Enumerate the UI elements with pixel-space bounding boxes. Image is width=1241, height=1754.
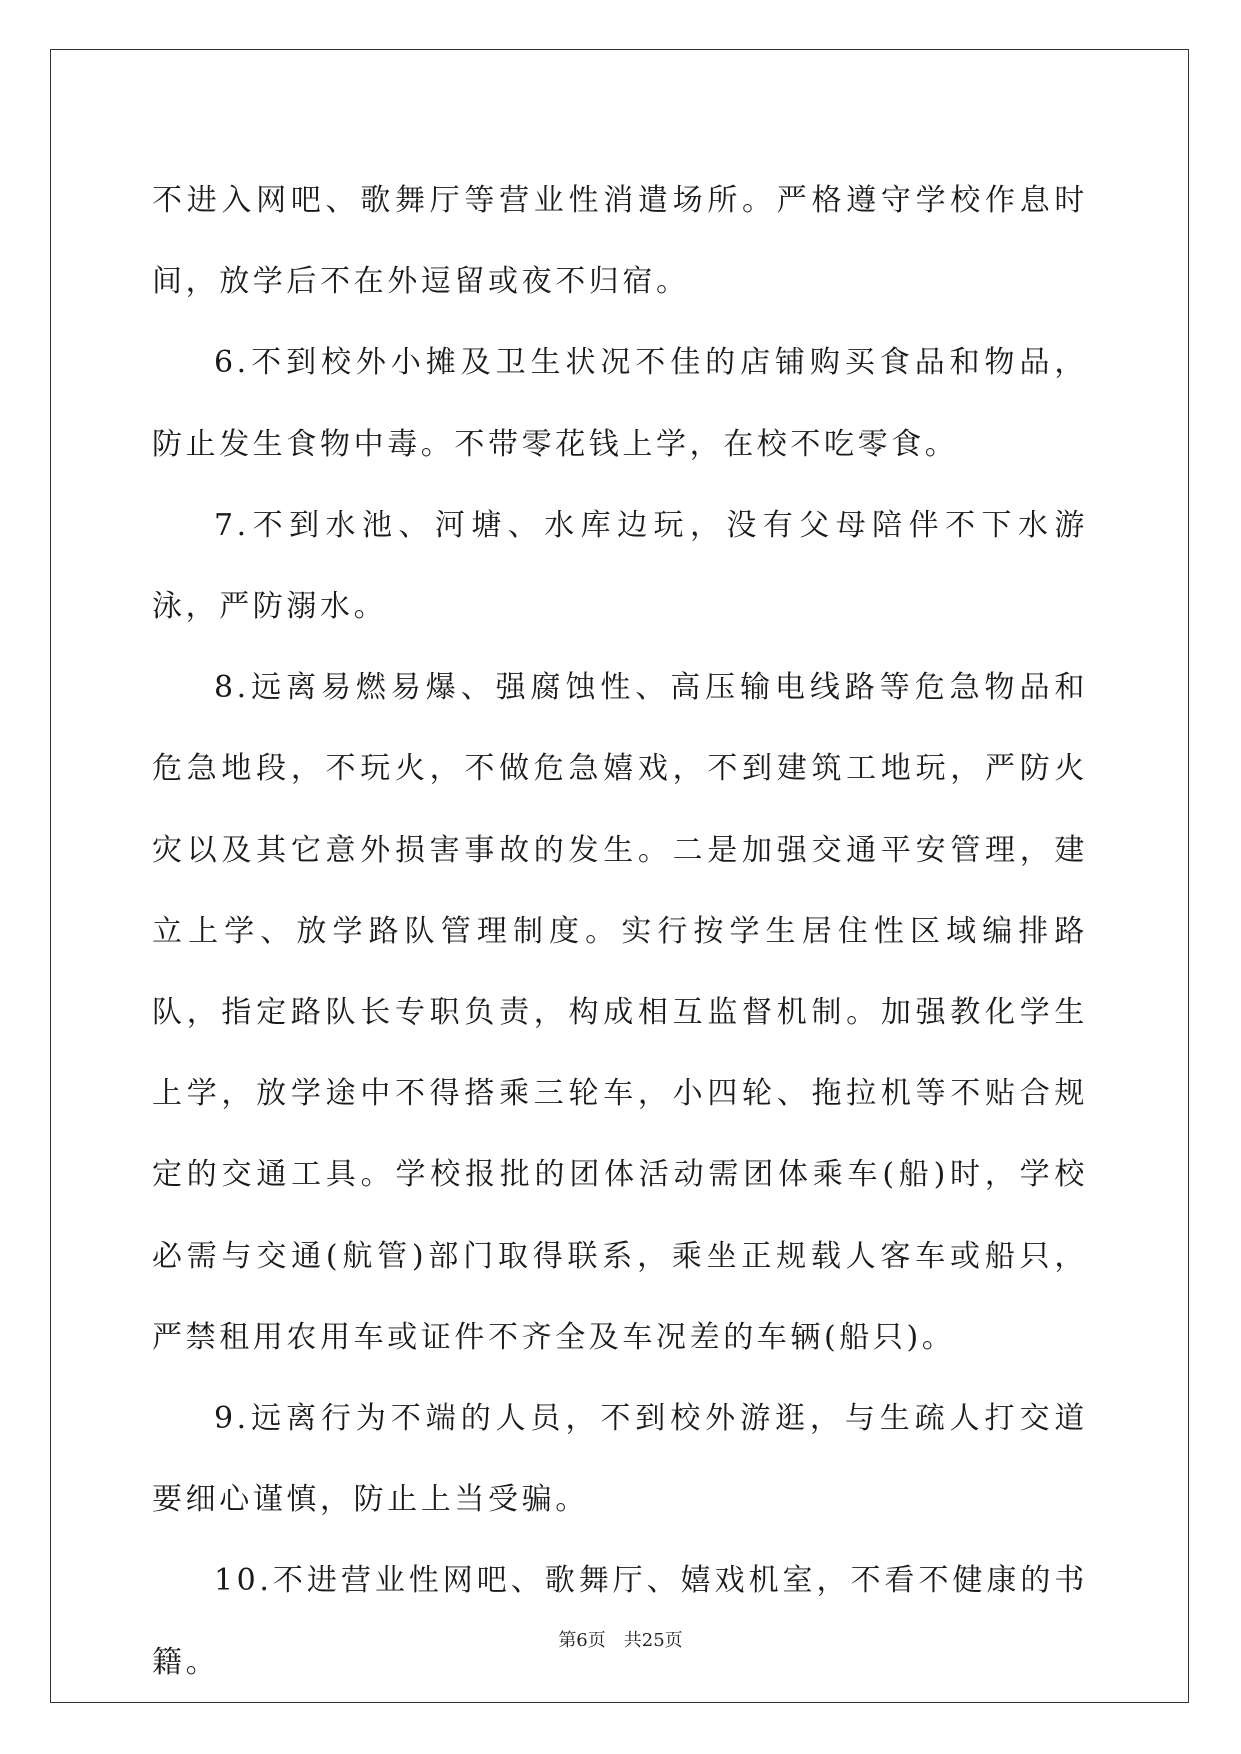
paragraph-item-8: 8.远离易燃易爆、强腐蚀性、高压输电线路等危急物品和危急地段，不玩火，不做危急嬉戏，不到建筑工地玩，严防火灾以及其它意外损害事故的发生。二是加强交通平安管理，建立上学、放学路队管理制度。实行按学生居住性区域编排路队，指定路队长专职负责，构成相互监督机制。加强教化学生上学，放学途中不得搭乘三轮车，小四轮、拖拉机等不贴合规定的交通工具。学校报批的团体活动需团体乘车(船)时，学校必需与交通(航管)部门取得联系，乘坐正规载人客车或船只，严禁租用农用车或证件不齐全及车况差的车辆(船只)。 [152,670,1088,1355]
document-body [152,160,1088,1703]
paragraph-item-6: 6.不到校外小摊及卫生状况不佳的店铺购买食品和物品，防止发生食物中毒。不带零花钱上学，在校不吃零食。 [152,345,1088,462]
page-total: 共25页 [623,1630,683,1651]
paragraph-1: 不进入网吧、歌舞厅等营业性消遣场所。严格遵守学校作息时间，放学后不在外逗留或夜不归宿。 [152,183,1088,300]
page-footer [0,1629,1241,1653]
paragraph-item-7: 7.不到水池、河塘、水库边玩，没有父母陪伴不下水游泳，严防溺水。 [152,507,1088,625]
paragraph-item-10: 10.不进营业性网吧、歌舞厅、嬉戏机室，不看不健康的书籍。 [152,1563,1088,1680]
page-number: 第6页 [558,1630,606,1651]
paragraph-item-9: 9.远离行为不端的人员，不到校外游逛，与生疏人打交道要细心谨慎，防止上当受骗。 [152,1401,1088,1518]
